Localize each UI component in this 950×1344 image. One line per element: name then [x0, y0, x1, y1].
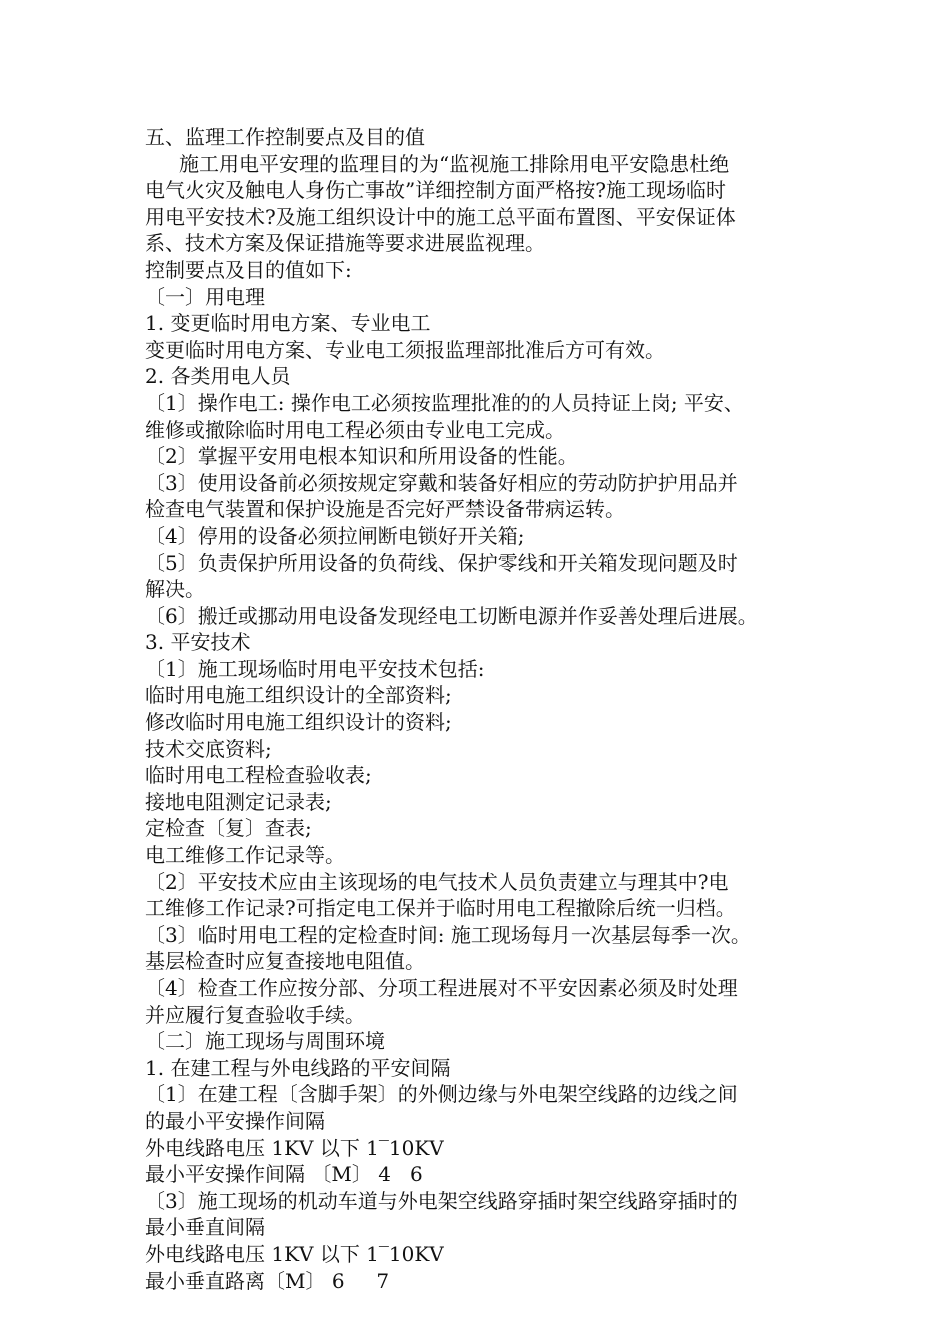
paragraph-line: 施工用电平安理的监理目的为“监视施工排除用电平安隐患杜绝 — [179, 151, 730, 176]
list-item: 电工维修工作记录等。 — [145, 843, 345, 868]
paragraph-line: 〔3〕临时用电工程的定检查时间: 施工现场每月一次基层每季一次。 — [145, 922, 751, 947]
section-heading: 五、监理工作控制要点及目的值 — [145, 125, 425, 149]
paragraph-line: 检查电气装置和保护设施是否完好严禁设备带病运转。 — [145, 497, 625, 522]
paragraph-line: 〔6〕搬迁或挪动用电设备发现经电工切断电源并作妥善处理后进展。 — [145, 603, 758, 628]
list-item: 技术交底资料; — [145, 736, 272, 761]
paragraph-line: 解决。 — [145, 577, 205, 602]
list-item: 临时用电工程检查验收表; — [145, 763, 372, 788]
paragraph-line: 变更临时用电方案、专业电工须报监理部批准后方可有效。 — [145, 337, 665, 362]
item-heading: 2. 各类用电人员 — [145, 364, 291, 389]
item-heading: 3. 平安技术 — [145, 630, 251, 655]
paragraph-line: 系、技术方案及保证措施等要求进展监视理。 — [145, 231, 545, 256]
paragraph-line: 〔1〕施工现场临时用电平安技术包括: — [145, 656, 485, 681]
paragraph-line: 〔3〕使用设备前必须按规定穿戴和装备好相应的劳动防护护用品并 — [145, 470, 738, 495]
paragraph-line: 〔2〕平安技术应由主该现场的电气技术人员负责建立与理其中?电 — [145, 869, 729, 894]
table-line: 外电线路电压 1KV 以下 1‾10KV — [145, 1241, 444, 1266]
paragraph-line: 工维修工作记录?可指定电工保并于临时用电工程撤除后统一归档。 — [145, 896, 736, 921]
paragraph-line: 电气火灾及触电人身伤亡事故”详细控制方面严格按?施工现场临时 — [145, 178, 726, 203]
paragraph-line: 维修或撤除临时用电工程必须由专业电工完成。 — [145, 417, 565, 442]
item-heading: 1. 在建工程与外电线路的平安间隔 — [145, 1055, 451, 1080]
item-heading: 1. 变更临时用电方案、专业电工 — [145, 311, 431, 336]
paragraph-line: 〔4〕检查工作应按分部、分项工程进展对不平安因素必须及时处理 — [145, 976, 738, 1000]
paragraph-line: 的最小平安操作间隔 — [145, 1108, 325, 1133]
paragraph-line: 用电平安技术?及施工组织设计中的施工总平面布置图、平安保证体 — [145, 204, 736, 229]
list-item: 接地电阻测定记录表; — [145, 789, 332, 814]
table-line: 最小垂直路离〔M〕 6 7 — [145, 1268, 390, 1293]
table-line: 最小平安操作间隔 〔M〕 4 6 — [145, 1162, 423, 1187]
subsection-heading: 〔二〕施工现场与周围环境 — [145, 1029, 385, 1054]
paragraph-line: 最小垂直间隔 — [145, 1215, 265, 1240]
subsection-heading: 〔一〕用电理 — [145, 284, 265, 309]
paragraph-line: 〔3〕施工现场的机动车道与外电架空线路穿插时架空线路穿插时的 — [145, 1188, 738, 1213]
paragraph-line: 〔5〕负责保护所用设备的负荷线、保护零线和开关箱发现问题及时 — [145, 550, 738, 575]
paragraph-line: 〔4〕停用的设备必须拉闸断电锁好开关箱; — [145, 523, 525, 548]
paragraph-line: 基层检查时应复查接地电阻值。 — [145, 949, 425, 974]
table-line: 外电线路电压 1KV 以下 1‾10KV — [145, 1135, 444, 1160]
paragraph-line: 〔2〕掌握平安用电根本知识和所用设备的性能。 — [145, 444, 578, 469]
list-item: 临时用电施工组织设计的全部资料; — [145, 683, 452, 708]
list-item: 修改临时用电施工组织设计的资料; — [145, 710, 452, 735]
paragraph-line: 〔1〕操作电工: 操作电工必须按监理批准的的人员持证上岗; 平安、 — [145, 390, 744, 415]
list-item: 定检查〔复〕查表; — [145, 816, 312, 841]
paragraph-line: 并应履行复查验收手续。 — [145, 1002, 365, 1027]
paragraph-line: 〔1〕在建工程〔含脚手架〕的外侧边缘与外电架空线路的边线之间 — [145, 1082, 738, 1107]
document-page — [145, 124, 845, 1294]
paragraph-line: 控制要点及目的值如下: — [145, 257, 352, 282]
